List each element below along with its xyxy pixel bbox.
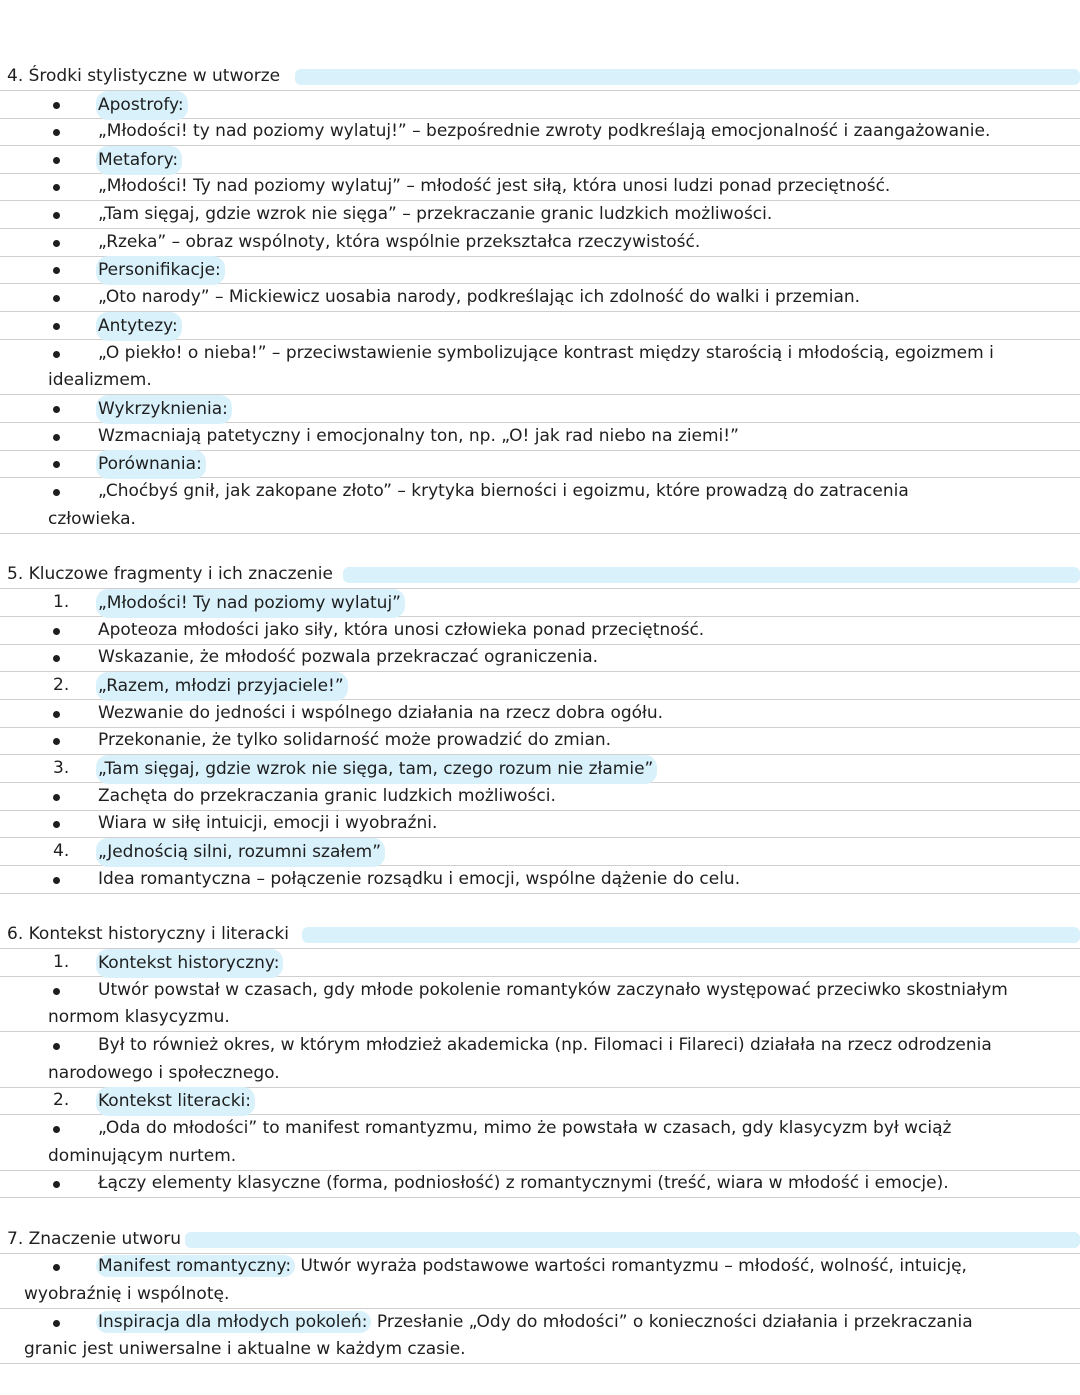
section-4-title: 4. Środki stylistyczne w utworze xyxy=(7,66,281,86)
bullet xyxy=(53,434,60,441)
bullet xyxy=(53,157,60,164)
list-item xyxy=(0,118,1080,146)
bullet xyxy=(53,461,60,468)
heading-highlight xyxy=(295,69,1080,85)
term-label: Manifest romantyczny: xyxy=(96,1255,295,1277)
list-item-text: Utwór powstał w czasach, gdy młode pokolenie romantyków zaczynało występować przeciwko skostniałym xyxy=(98,980,1008,1000)
subheading-metafory: Metafory: xyxy=(96,146,182,175)
subheading-kontekst-literacki: Kontekst literacki: xyxy=(96,1087,255,1116)
list-item-text: Był to również okres, w którym młodzież akademicka (np. Filomaci i Filareci) działała na rzecz odrodzenia xyxy=(98,1035,992,1055)
list-item-text: „Oto narody” – Mickiewicz uosabia narody, podkreślając ich zdolność do walki i przemian. xyxy=(98,287,861,307)
list-item xyxy=(0,977,1080,1005)
list-item xyxy=(0,783,1080,811)
subheading-porownania: Porównania: xyxy=(96,450,206,479)
list-item-text: człowieka. xyxy=(48,509,136,529)
list-item-continuation xyxy=(0,1004,1080,1032)
list-item xyxy=(0,949,1080,977)
list-item xyxy=(0,810,1080,838)
list-item-continuation xyxy=(0,367,1080,395)
list-item xyxy=(0,256,1080,284)
list-item xyxy=(0,589,1080,617)
list-item-text: „Choćbyś gnił, jak zakopane złoto” – krytyka bierności i egoizmu, które prowadzą do zatracenia xyxy=(98,481,909,501)
list-item-text: „Oda do młodości” to manifest romantyzmu, mimo że powstała w czasach, gdy klasycyzm był wciąż xyxy=(98,1118,952,1138)
list-item-text: Wzmacniają patetyczny i emocjonalny ton, np. „O! jak rad niebo na ziemi!” xyxy=(98,426,739,446)
bullet xyxy=(53,267,60,274)
list-number: 2. xyxy=(53,1090,70,1110)
list-item xyxy=(0,284,1080,312)
bullet xyxy=(53,1264,60,1271)
list-item-text: Wezwanie do jedności i wspólnego działania na rzecz dobra ogółu. xyxy=(98,703,664,723)
list-item-text: „Rzeka” – obraz wspólnoty, która wspólnie przekształca rzeczywistość. xyxy=(98,232,701,252)
list-item xyxy=(0,1115,1080,1143)
bullet xyxy=(53,406,60,413)
section-5-heading-line xyxy=(0,561,1080,589)
subheading-apostrofy: Apostrofy: xyxy=(96,91,188,120)
subheading-personifikacje: Personifikacje: xyxy=(96,256,225,285)
list-item xyxy=(0,173,1080,201)
list-item-text: granic jest uniwersalne i aktualne w każdym czasie. xyxy=(24,1339,466,1359)
list-number: 2. xyxy=(53,675,70,695)
list-item xyxy=(0,91,1080,119)
bullet xyxy=(53,821,60,828)
list-item-text: Łączy elementy klasyczne (forma, podniosłość) z romantycznymi (treść, wiara w młodość i emocje). xyxy=(98,1173,949,1193)
bullet xyxy=(53,323,60,330)
list-item-text: Wskazanie, że młodość pozwala przekraczać ograniczenia. xyxy=(98,647,599,667)
list-item-text: Wiara w siłę intuicji, emocji i wyobraźni. xyxy=(98,813,438,833)
term-description: Utwór wyraża podstawowe wartości romantyzmu – młodość, wolność, intuicję, xyxy=(295,1256,967,1276)
list-item xyxy=(0,644,1080,672)
list-item xyxy=(0,755,1080,783)
list-item-continuation xyxy=(0,506,1080,534)
section-7-title: 7. Znaczenie utworu xyxy=(7,1229,182,1249)
list-item-text: „Młodości! ty nad poziomy wylatuj!” – bezpośrednie zwroty podkreślają emocjonalność i zaangażowanie. xyxy=(98,121,991,141)
list-item-text: Zachęta do przekraczania granic ludzkich możliwości. xyxy=(98,786,556,806)
bullet xyxy=(53,877,60,884)
bullet xyxy=(53,1181,60,1188)
list-item-text: wyobraźnię i wspólnotę. xyxy=(24,1284,230,1304)
list-number: 4. xyxy=(53,841,70,861)
list-item xyxy=(0,395,1080,423)
subheading-wykrzyknienia: Wykrzyknienia: xyxy=(96,395,232,424)
list-item xyxy=(0,340,1080,368)
bullet xyxy=(53,1043,60,1050)
heading-highlight xyxy=(343,567,1080,583)
key-fragment: „Jednością silni, rozumni szałem” xyxy=(96,838,385,867)
bullet xyxy=(53,655,60,662)
list-item-text: „O piekło! o nieba!” – przeciwstawienie symbolizujące kontrast między starością i młodością, egoizmem i xyxy=(98,343,994,363)
list-item-text: Przekonanie, że tylko solidarność może prowadzić do zmian. xyxy=(98,730,612,750)
term-label: Inspiracja dla młodych pokoleń: xyxy=(96,1311,371,1333)
bullet xyxy=(53,711,60,718)
list-item xyxy=(0,312,1080,340)
subheading-antytezy: Antytezy: xyxy=(96,312,182,341)
section-4-heading-line xyxy=(0,63,1080,91)
bullet xyxy=(53,351,60,358)
list-number: 1. xyxy=(53,592,70,612)
list-item xyxy=(0,1253,1080,1281)
list-item xyxy=(0,1032,1080,1060)
bullet xyxy=(53,295,60,302)
bullet xyxy=(53,102,60,109)
list-item xyxy=(0,229,1080,257)
bullet xyxy=(53,184,60,191)
list-number: 1. xyxy=(53,952,70,972)
list-item-text xyxy=(98,1253,967,1280)
bullet xyxy=(53,794,60,801)
list-item xyxy=(0,838,1080,866)
bullet xyxy=(53,738,60,745)
list-number: 3. xyxy=(53,758,70,778)
heading-highlight xyxy=(302,927,1080,943)
section-6-heading-line xyxy=(0,921,1080,949)
section-5-title: 5. Kluczowe fragmenty i ich znaczenie xyxy=(7,564,333,584)
subheading-kontekst-historyczny: Kontekst historyczny: xyxy=(96,949,283,978)
list-item-text: „Tam sięgaj, gdzie wzrok nie sięga” – przekraczanie granic ludzkich możliwości. xyxy=(98,204,773,224)
heading-highlight xyxy=(185,1232,1080,1248)
key-fragment: „Tam sięgaj, gdzie wzrok nie sięga, tam, czego rozum nie złamie” xyxy=(96,755,657,784)
list-item xyxy=(0,672,1080,700)
bullet xyxy=(53,1126,60,1133)
list-item-continuation xyxy=(0,1336,1080,1364)
list-item xyxy=(0,1170,1080,1198)
bullet xyxy=(53,240,60,247)
list-item-text: Idea romantyczna – połączenie rozsądku i emocji, wspólne dążenie do celu. xyxy=(98,869,741,889)
list-item xyxy=(0,866,1080,894)
list-item xyxy=(0,1309,1080,1337)
list-item xyxy=(0,727,1080,755)
bullet xyxy=(53,489,60,496)
list-item-continuation xyxy=(0,1281,1080,1309)
list-item xyxy=(0,450,1080,478)
key-fragment: „Młodości! Ty nad poziomy wylatuj” xyxy=(96,589,405,618)
list-item xyxy=(0,478,1080,506)
bullet xyxy=(53,212,60,219)
list-item-text: narodowego i społecznego. xyxy=(48,1063,280,1083)
list-item xyxy=(0,423,1080,451)
list-item-text: normom klasycyzmu. xyxy=(48,1007,230,1027)
list-item xyxy=(0,617,1080,645)
section-6-title: 6. Kontekst historyczny i literacki xyxy=(7,924,289,944)
list-item-text xyxy=(98,1309,973,1336)
bullet xyxy=(53,1320,60,1327)
list-item-continuation xyxy=(0,1143,1080,1171)
section-7-heading-line xyxy=(0,1226,1080,1254)
bullet xyxy=(53,628,60,635)
list-item xyxy=(0,700,1080,728)
list-item xyxy=(0,201,1080,229)
list-item-continuation xyxy=(0,1060,1080,1088)
term-description: Przesłanie „Ody do młodości” o konieczności działania i przekraczania xyxy=(371,1312,973,1332)
list-item xyxy=(0,1087,1080,1115)
list-item-text: dominującym nurtem. xyxy=(48,1146,237,1166)
list-item-text: Apoteoza młodości jako siły, która unosi człowieka ponad przeciętność. xyxy=(98,620,705,640)
key-fragment: „Razem, młodzi przyjaciele!” xyxy=(96,672,348,701)
list-item-text: „Młodości! Ty nad poziomy wylatuj” – młodość jest siłą, która unosi ludzi ponad przeciętność. xyxy=(98,176,891,196)
bullet xyxy=(53,129,60,136)
list-item xyxy=(0,146,1080,174)
list-item-text: idealizmem. xyxy=(48,370,152,390)
bullet xyxy=(53,988,60,995)
